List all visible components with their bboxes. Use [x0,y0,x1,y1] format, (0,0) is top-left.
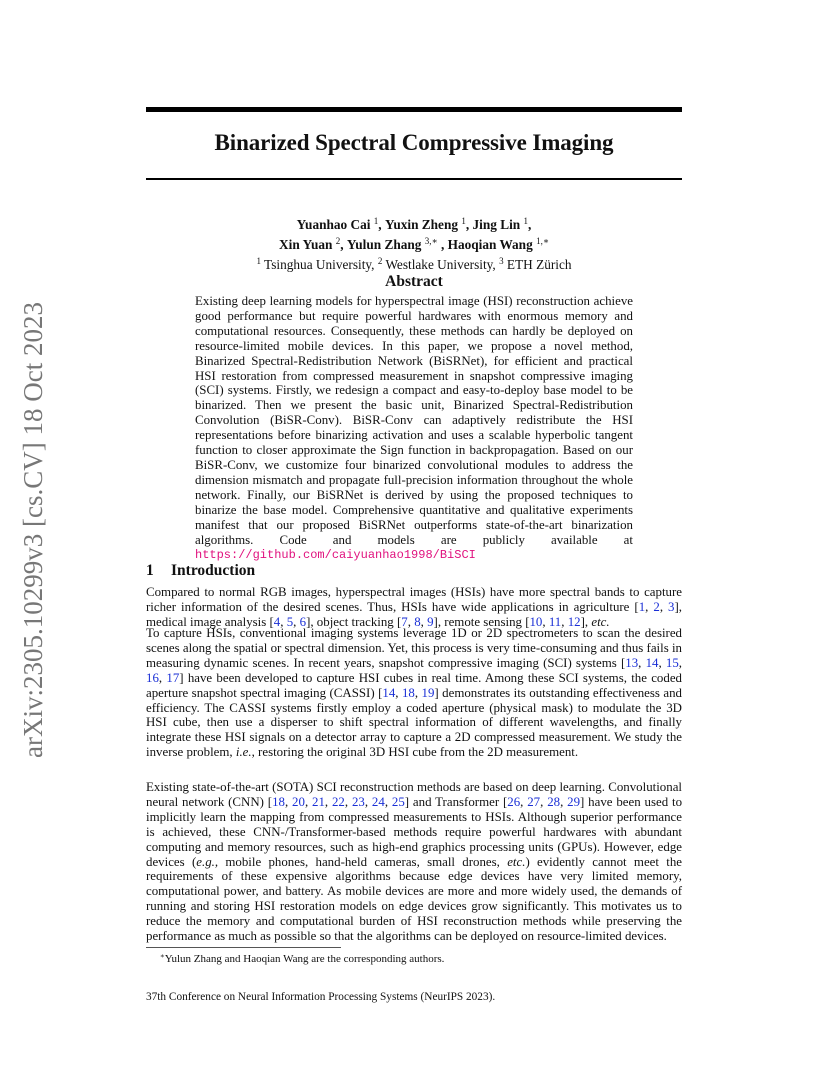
affiliation-mark: 2 [335,236,341,246]
citation-link[interactable]: 28 [547,794,561,809]
affiliation-mark: 1,∗ [536,236,549,246]
paragraph-text: i.e. [235,745,252,760]
citation-link[interactable]: 26 [507,794,521,809]
citation-link[interactable]: 20 [292,794,305,809]
footnote [160,952,444,965]
citation-link[interactable]: 17 [166,670,180,685]
paragraph-3: Existing state-of-the-art (SOTA) SCI reconstruction methods are based on deep learning. Convolutional neural network (CNN) [18, 20, 21, 22, 23, 24, 25] and Transformer [26, 27, 28, 29] have been used to implicitly learn the mapping from compressed measurements to HSIs. Although superior performance is achieved, these CNN-/Transformer-based methods require powerful hardwares with abundant computing and memory resources, such as high-end graphics processing units (GPUs). However, edge devices (e.g., mobile phones, hand-held cameras, small drones, etc.) evidently cannot meet the requirements of these expensive algorithms because edge devices have very limited memory, computational power, and battery. As mobile devices are more and more widely used, the demands of running and storing HSI restoration models on edge devices grow significantly. This motivates us to reduce the memory and computational burden of HSI reconstruction methods while preserving the performance as much as possible so that the algorithms can be deployed on resource-limited devices. [146,780,683,944]
citation-link[interactable]: 16 [146,670,159,685]
paragraph-text: ] demonstrates its outstanding effectiveness and efficiency. The CASSI systems firstly employ a coded aperture (physical mask) to modulate the 3D HSI cube, then use a disperser to shift spectral information of different wavelengths, and finally integrate these HSI signals on a detector array to capture a 2D compressed measurement. We study the inverse problem, [146,685,683,760]
citation-link[interactable]: 29 [567,794,581,809]
affiliation-mark: 1 [373,216,379,226]
author: Yuanhao Cai [296,217,371,232]
citation-link[interactable]: 22 [331,794,345,809]
paragraph-text: ) evidently cannot meet the requirements of these expensive algorithms because edge devices have very limited memory, computational power, and battery. As mobile devices are more and more widely used, the demands of running and storing HSI restoration models on edge devices grow significantly. This motivates us to reduce the memory and computational burden of HSI reconstruction methods while preserving the performance as much as possible so that the algorithms can be deployed on resource-limited devices. [146,854,683,944]
affiliation: Westlake University, [385,257,496,272]
author: Xin Yuan [279,237,333,252]
paragraph-text: To capture HSIs, conventional imaging systems leverage 1D or 2D spectrometers to scan the desired scenes along the spatial or spectral dimension. Yet, this process is very time-consuming and thus fails in measuring dynamic scenes. In recent years, snapshot compressive imaging (SCI) systems [ [146,626,682,670]
citation-link[interactable]: 10 [529,614,543,629]
footnote-mark: ∗ [160,952,165,960]
citation-link[interactable]: 3 [668,599,675,614]
footnote-text: Yulun Zhang and Haoqian Wang are the corresponding authors. [164,953,445,965]
paragraph-text: ], medical image analysis [ [146,599,682,629]
citation-link[interactable]: 12 [567,614,581,629]
citation-link[interactable]: 23 [351,794,365,809]
citation-link[interactable]: 27 [527,794,541,809]
citation-link[interactable]: 1 [638,599,646,614]
arxiv-stamp-text: arXiv:2305.10299v3 [cs.CV] 18 Oct 2023 [18,302,48,758]
paragraph-text: ] have been developed to capture HSI cubes in real time. Among these SCI systems, the coded aperture snapshot spectral imaging (CASSI) [ [146,670,682,700]
paragraph-text: e.g., [196,854,219,869]
citation-link[interactable]: 21 [312,794,325,809]
abstract-text: Existing deep learning models for hyperspectral image (HSI) reconstruction achieve good performance but require powerful hardwares with enormous memory and computational resources. Consequently, these methods can hardly be deployed on resource-limited mobile devices. In this paper, we propose a novel method, Binarized Spectral-Redistribution Network (BiSRNet), for efficient and practical HSI restoration from compressed measurement in snapshot compressive imaging (SCI) systems. Firstly, we redesign a compact and easy-to-deploy base model to be binarized. Then we present the basic unit, Binarized Spectral-Redistribution Convolution (BiSR-Conv). BiSR-Conv can adaptively redistribute the HSI representations before binarizing activation and uses a scalable hyperbolic tangent function to closer approximate the Sign function in backpropagation. Based on our BiSR-Conv, we customize four binarized convolutional modules to address the dimension mismatch and propagate full-precision information throughout the whole network. Finally, our BiSRNet is derived by using the proposed techniques to binarize the base model. Comprehensive quantitative and qualitative experiments manifest that our proposed BiSRNet outperforms state-of-the-art binarization algorithms. Code and models are publicly available at [195,294,633,547]
paragraph-text: etc. [507,854,526,869]
citation-link[interactable]: 24 [371,794,385,809]
citation-link[interactable]: 8 [414,614,421,629]
citation-link[interactable]: 7 [401,614,408,629]
author: Yulun Zhang [346,237,422,252]
affiliation-mark: 1 [461,216,466,226]
affiliations [146,253,682,273]
affiliation-mark: 3,∗ [424,236,438,246]
paragraph-text: Existing state-of-the-art (SOTA) SCI reconstruction methods are based on deep learning. Convolutional neural network (CNN) [ [146,780,682,809]
affiliation: ETH Zürich [506,257,572,272]
author-line-1: Yuanhao Cai $^1$, Yuxin Zheng $^1$, Jing Lin $^1$, [296,216,532,232]
conference-note: 37th Conference on Neural Information Processing Systems (NeurIPS 2023). [146,991,496,1003]
paragraph-2: To capture HSIs, conventional imaging systems leverage 1D or 2D spectrometers to scan the desired scenes along the spatial or spectral dimension. Yet, this process is very time-consuming and thus fails in measuring dynamic scenes. In recent years, snapshot compressive imaging (SCI) systems [13, 14, 15, 16, 17] have been developed to capture HSI cubes in real time. Among these SCI systems, the coded aperture snapshot spectral imaging (CASSI) [14, 18, 19] demonstrates its outstanding effectiveness and efficiency. The CASSI systems firstly employ a coded aperture (physical mask) to modulate the 3D HSI cube, then use a disperser to shift spectral information of different wavelengths, and finally integrate these HSI signals on a detector array to capture a 2D compressed measurement. We study the inverse problem, i.e., restoring the original 3D HSI cube from the 2D measurement. [146,626,683,760]
paper-title: Binarized Spectral Compressive Imaging [214,130,614,155]
paragraph-text: Compared to normal RGB images, hyperspectral images (HSIs) have more spectral bands to capture richer information of the desired scenes. Thus, HSIs have wide applications in agriculture [ [146,585,682,614]
author: Yuxin Zheng [384,217,459,232]
paragraph-text: , restoring the original 3D HSI cube from the 2D measurement. [251,745,579,760]
paragraph-text: ], remote sensing [ [433,614,530,629]
affiliation-mark: 3 [499,256,504,266]
paragraph-text: ] and Transformer [ [404,794,508,809]
affiliation-mark: 1 [523,216,528,226]
abstract-heading: Abstract [385,273,443,290]
citation-link[interactable]: 6 [299,614,307,629]
paragraph-text: ], [580,614,592,629]
title-top-rule [146,107,682,112]
author: Jing Lin [472,217,521,232]
title-bottom-rule [146,178,682,180]
citation-link[interactable]: 5 [286,614,294,629]
author-block [146,213,682,273]
citation-link[interactable]: 2 [653,599,660,614]
citation-link[interactable]: 13 [625,655,639,670]
citation-link[interactable]: 9 [427,614,434,629]
citation-link[interactable]: 14 [645,655,659,670]
citation-link[interactable]: 14 [382,685,396,700]
abstract-body [195,294,633,563]
affiliation: Tsinghua University, [264,257,375,272]
citation-link[interactable]: 18 [272,794,285,809]
paragraph-text: etc. [591,614,610,629]
citation-link[interactable]: 19 [421,685,435,700]
code-link[interactable]: https://github.com/caiyuanhao1998/BiSCI [195,548,476,563]
citation-link[interactable]: 15 [665,655,679,670]
citation-link[interactable]: 11 [548,614,562,629]
citation-link[interactable]: 18 [401,685,415,700]
paragraph-text: ] have been used to implicitly learn the mapping from compressed measurements to HSIs. Although superior performance is achieved, these CNN-/Transformer-based methods require powerful hardwares with abundant computing and memory resources, such as high-end graphics processing units (GPUs). However, edge devices ( [146,794,683,869]
author: Haoqian Wang [447,237,533,252]
section-heading [146,562,255,580]
section-number: 1 [146,562,154,579]
paragraph-1: Compared to normal RGB images, hyperspectral images (HSIs) have more spectral bands to capture richer information of the desired scenes. Thus, HSIs have wide applications in agriculture [1, 2, 3], medical image analysis [4, 5, 6], object tracking [7, 8, 9], remote sensing [10, 11, 12], etc. [146,585,682,629]
footnote-rule [146,947,341,948]
author-line-2: Xin Yuan $^2$, Yulun Zhang $^{3,∗}$ , Haoqian Wang $^{1,∗}$ [279,236,549,252]
paragraph-text: mobile phones, hand-held cameras, small drones, [218,854,508,869]
citation-link[interactable]: 25 [391,794,405,809]
section-title: Introduction [171,562,256,579]
paragraph-text: ], object tracking [ [306,614,402,629]
affiliation-mark: 1 [256,256,261,266]
citation-link[interactable]: 4 [273,614,281,629]
affiliation-mark: 2 [377,256,383,266]
